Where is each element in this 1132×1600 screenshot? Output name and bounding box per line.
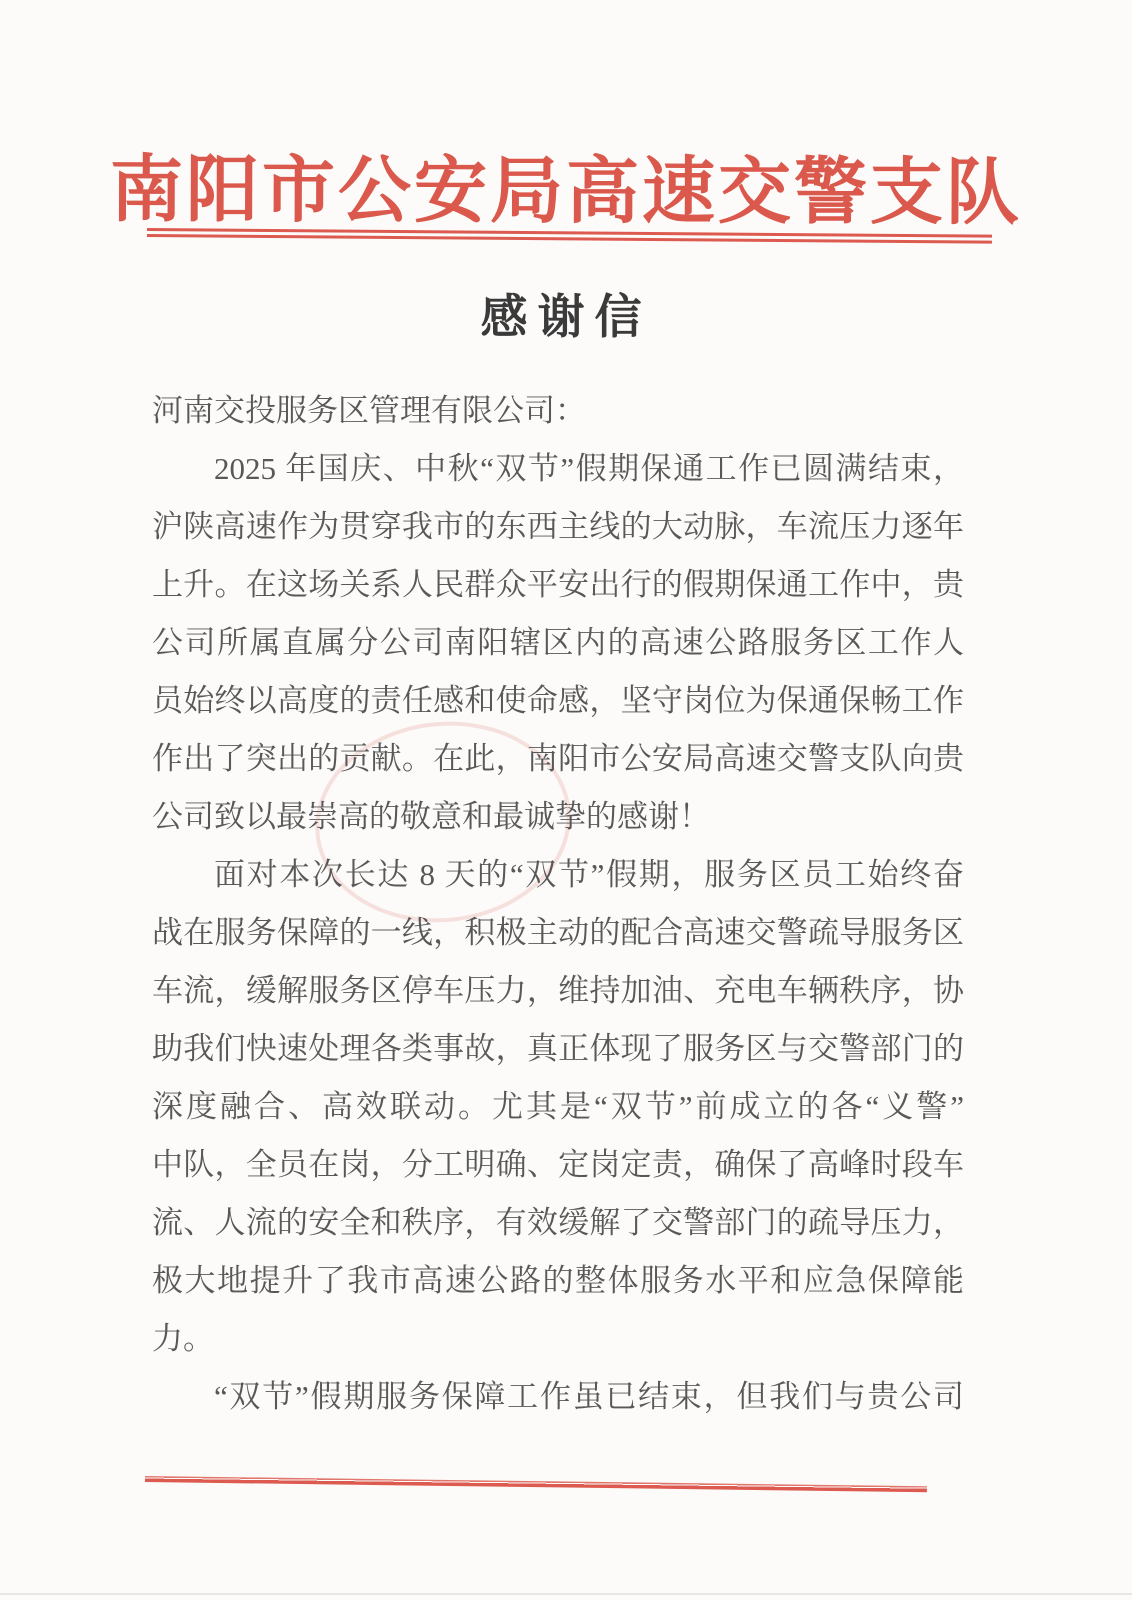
document-title: 感谢信: [480, 292, 652, 344]
letterhead-title: 南阳市公安局高速交警支队: [109, 149, 1023, 234]
paragraph-line: 员始终以高度的责任感和使命感，坚守岗位为保通保畅工作: [152, 683, 964, 718]
paragraph-line: 力。: [152, 1321, 214, 1356]
paragraph-line: “双节”假期服务保障工作虽已结束，但我们与贵公司: [214, 1379, 964, 1414]
paragraph-line: 流、人流的安全和秩序，有效缓解了交警部门的疏导压力，: [152, 1205, 964, 1240]
salutation-line: 河南交投服务区管理有限公司：: [152, 393, 586, 428]
footer-divider: [145, 1476, 927, 1492]
paragraph-line: 公司所属直属分公司南阳辖区内的高速公路服务区工作人: [152, 625, 964, 660]
letter-body: [152, 382, 964, 1426]
paragraph-line: 公司致以最崇高的敬意和最诚挚的感谢！: [152, 799, 710, 834]
paragraph-line: 作出了突出的贡献。在此，南阳市公安局高速交警支队向贵: [152, 741, 964, 776]
paragraph-line: 车流，缓解服务区停车压力，维持加油、充电车辆秩序，协: [152, 973, 964, 1008]
paragraph-line: 中队，全员在岗，分工明确、定岗定责，确保了高峰时段车: [152, 1147, 964, 1182]
paragraph-line: 极大地提升了我市高速公路的整体服务水平和应急保障能: [152, 1263, 964, 1298]
paragraph-line: 深度融合、高效联动。尤其是“双节”前成立的各“义警”: [152, 1089, 964, 1124]
paragraph-line: 面对本次长达 8 天的“双节”假期，服务区员工始终奋: [214, 857, 964, 892]
paragraph-line: 2025 年国庆、中秋“双节”假期保通工作已圆满结束，: [214, 451, 964, 486]
paragraph-line: 助我们快速处理各类事故，真正体现了服务区与交警部门的: [152, 1031, 964, 1066]
paragraph-line: 沪陕高速作为贯穿我市的东西主线的大动脉，车流压力逐年: [152, 509, 964, 544]
paragraph-line: 上升。在这场关系人民群众平安出行的假期保通工作中，贵: [152, 567, 964, 602]
scan-artifact-line: [0, 1593, 1132, 1595]
paragraph-line: 战在服务保障的一线，积极主动的配合高速交警疏导服务区: [152, 915, 964, 950]
